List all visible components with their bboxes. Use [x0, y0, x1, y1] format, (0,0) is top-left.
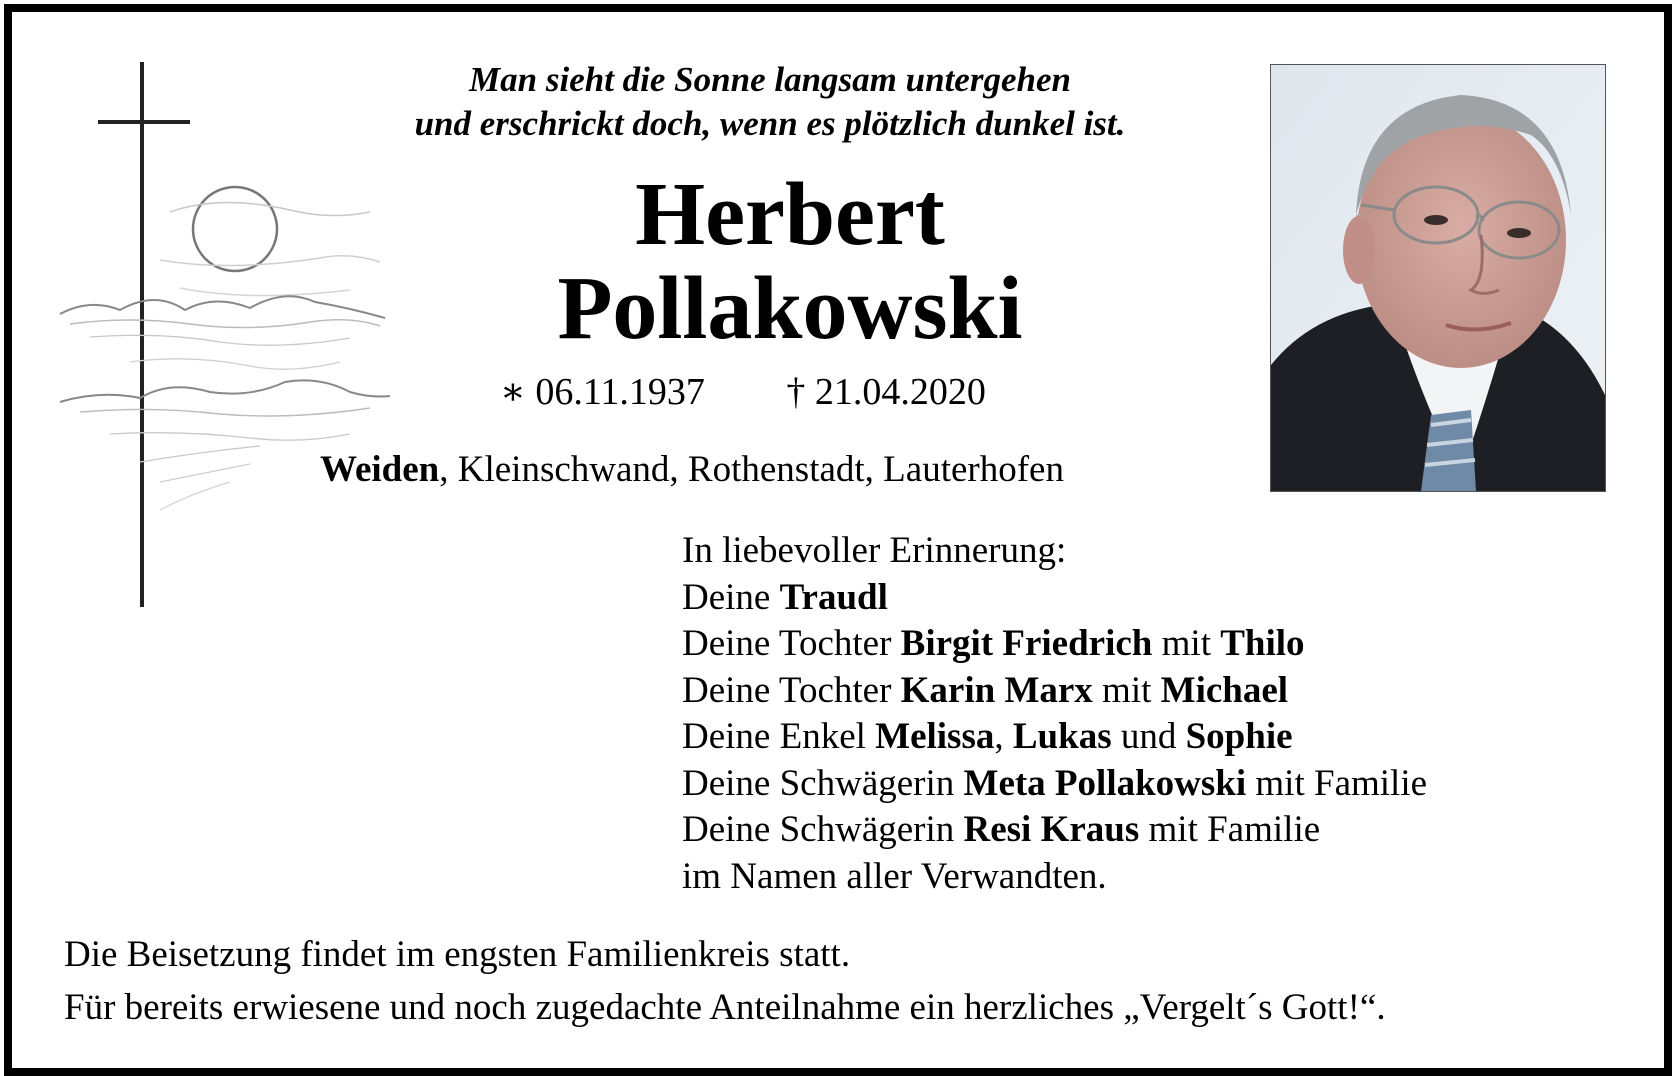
mourner-text: im Namen aller Verwandten.	[682, 855, 1107, 897]
verse-line-2: und erschrickt doch, wenn es plötzlich dunkel ist.	[414, 104, 1126, 143]
mourner-text: Deine	[682, 576, 780, 618]
closing-text	[64, 928, 1386, 1034]
mourner-text: mit Familie	[1139, 809, 1321, 850]
birth-date: ∗ 06.11.1937	[500, 371, 705, 413]
first-name: Herbert	[635, 165, 945, 264]
mourner-line	[682, 621, 1427, 668]
mourner-text: Deine Enkel	[682, 716, 876, 757]
mourner-text: Deine Schwägerin	[682, 809, 964, 850]
mourner-name: Traudl	[779, 576, 888, 618]
death-date: † 21.04.2020	[786, 371, 986, 413]
verse-line-1: Man sieht die Sonne langsam untergehen	[469, 60, 1071, 99]
mourner-text: Deine Tochter	[682, 669, 901, 711]
mourner-text: mit	[1092, 669, 1161, 711]
mourner-name: Lukas	[1012, 716, 1112, 757]
mourner-line	[682, 761, 1427, 808]
closing-line-2: Für bereits erwiesene und noch zugedachte Anteilnahme ein herzliches „Vergelt´s Gott!“.	[64, 987, 1386, 1028]
cross-sun-landscape-icon	[50, 62, 410, 627]
mourner-line	[682, 575, 1427, 622]
mourner-line	[682, 668, 1427, 715]
place-rest: , Kleinschwand, Rothenstadt, Lauterhofen	[439, 449, 1064, 490]
mourner-name: Resi Kraus	[963, 809, 1140, 850]
verse	[360, 58, 1180, 146]
last-name: Pollakowski	[557, 259, 1023, 358]
mourner-name: Thilo	[1220, 623, 1305, 664]
memory-intro: In liebevoller Erinnerung:	[682, 530, 1067, 571]
closing-line-1: Die Beisetzung findet im engsten Familienkreis statt.	[64, 934, 851, 975]
mourner-name: Michael	[1160, 669, 1289, 711]
mourner-text: mit	[1152, 623, 1221, 664]
portrait-photo	[1270, 64, 1606, 492]
life-dates	[500, 370, 986, 414]
mourner-text: ,	[994, 716, 1013, 757]
mourners-list	[682, 575, 1427, 901]
mourner-text: mit Familie	[1246, 762, 1428, 804]
mourner-name: Sophie	[1185, 716, 1293, 757]
mourner-text: Deine Schwägerin	[682, 762, 964, 804]
memory-list	[682, 528, 1427, 900]
place-main: Weiden	[320, 449, 440, 490]
mourner-line	[682, 714, 1427, 761]
mourner-name: Karin Marx	[900, 669, 1093, 711]
mourner-name: Birgit Friedrich	[900, 623, 1153, 664]
mourner-line	[682, 807, 1427, 854]
mourner-line	[682, 854, 1427, 901]
deceased-name	[420, 165, 1160, 358]
mourner-text: und	[1111, 716, 1186, 757]
mourner-name: Melissa	[875, 716, 995, 757]
places	[320, 448, 1064, 492]
mourner-name: Meta Pollakowski	[963, 762, 1247, 804]
mourner-text: Deine Tochter	[682, 623, 901, 664]
